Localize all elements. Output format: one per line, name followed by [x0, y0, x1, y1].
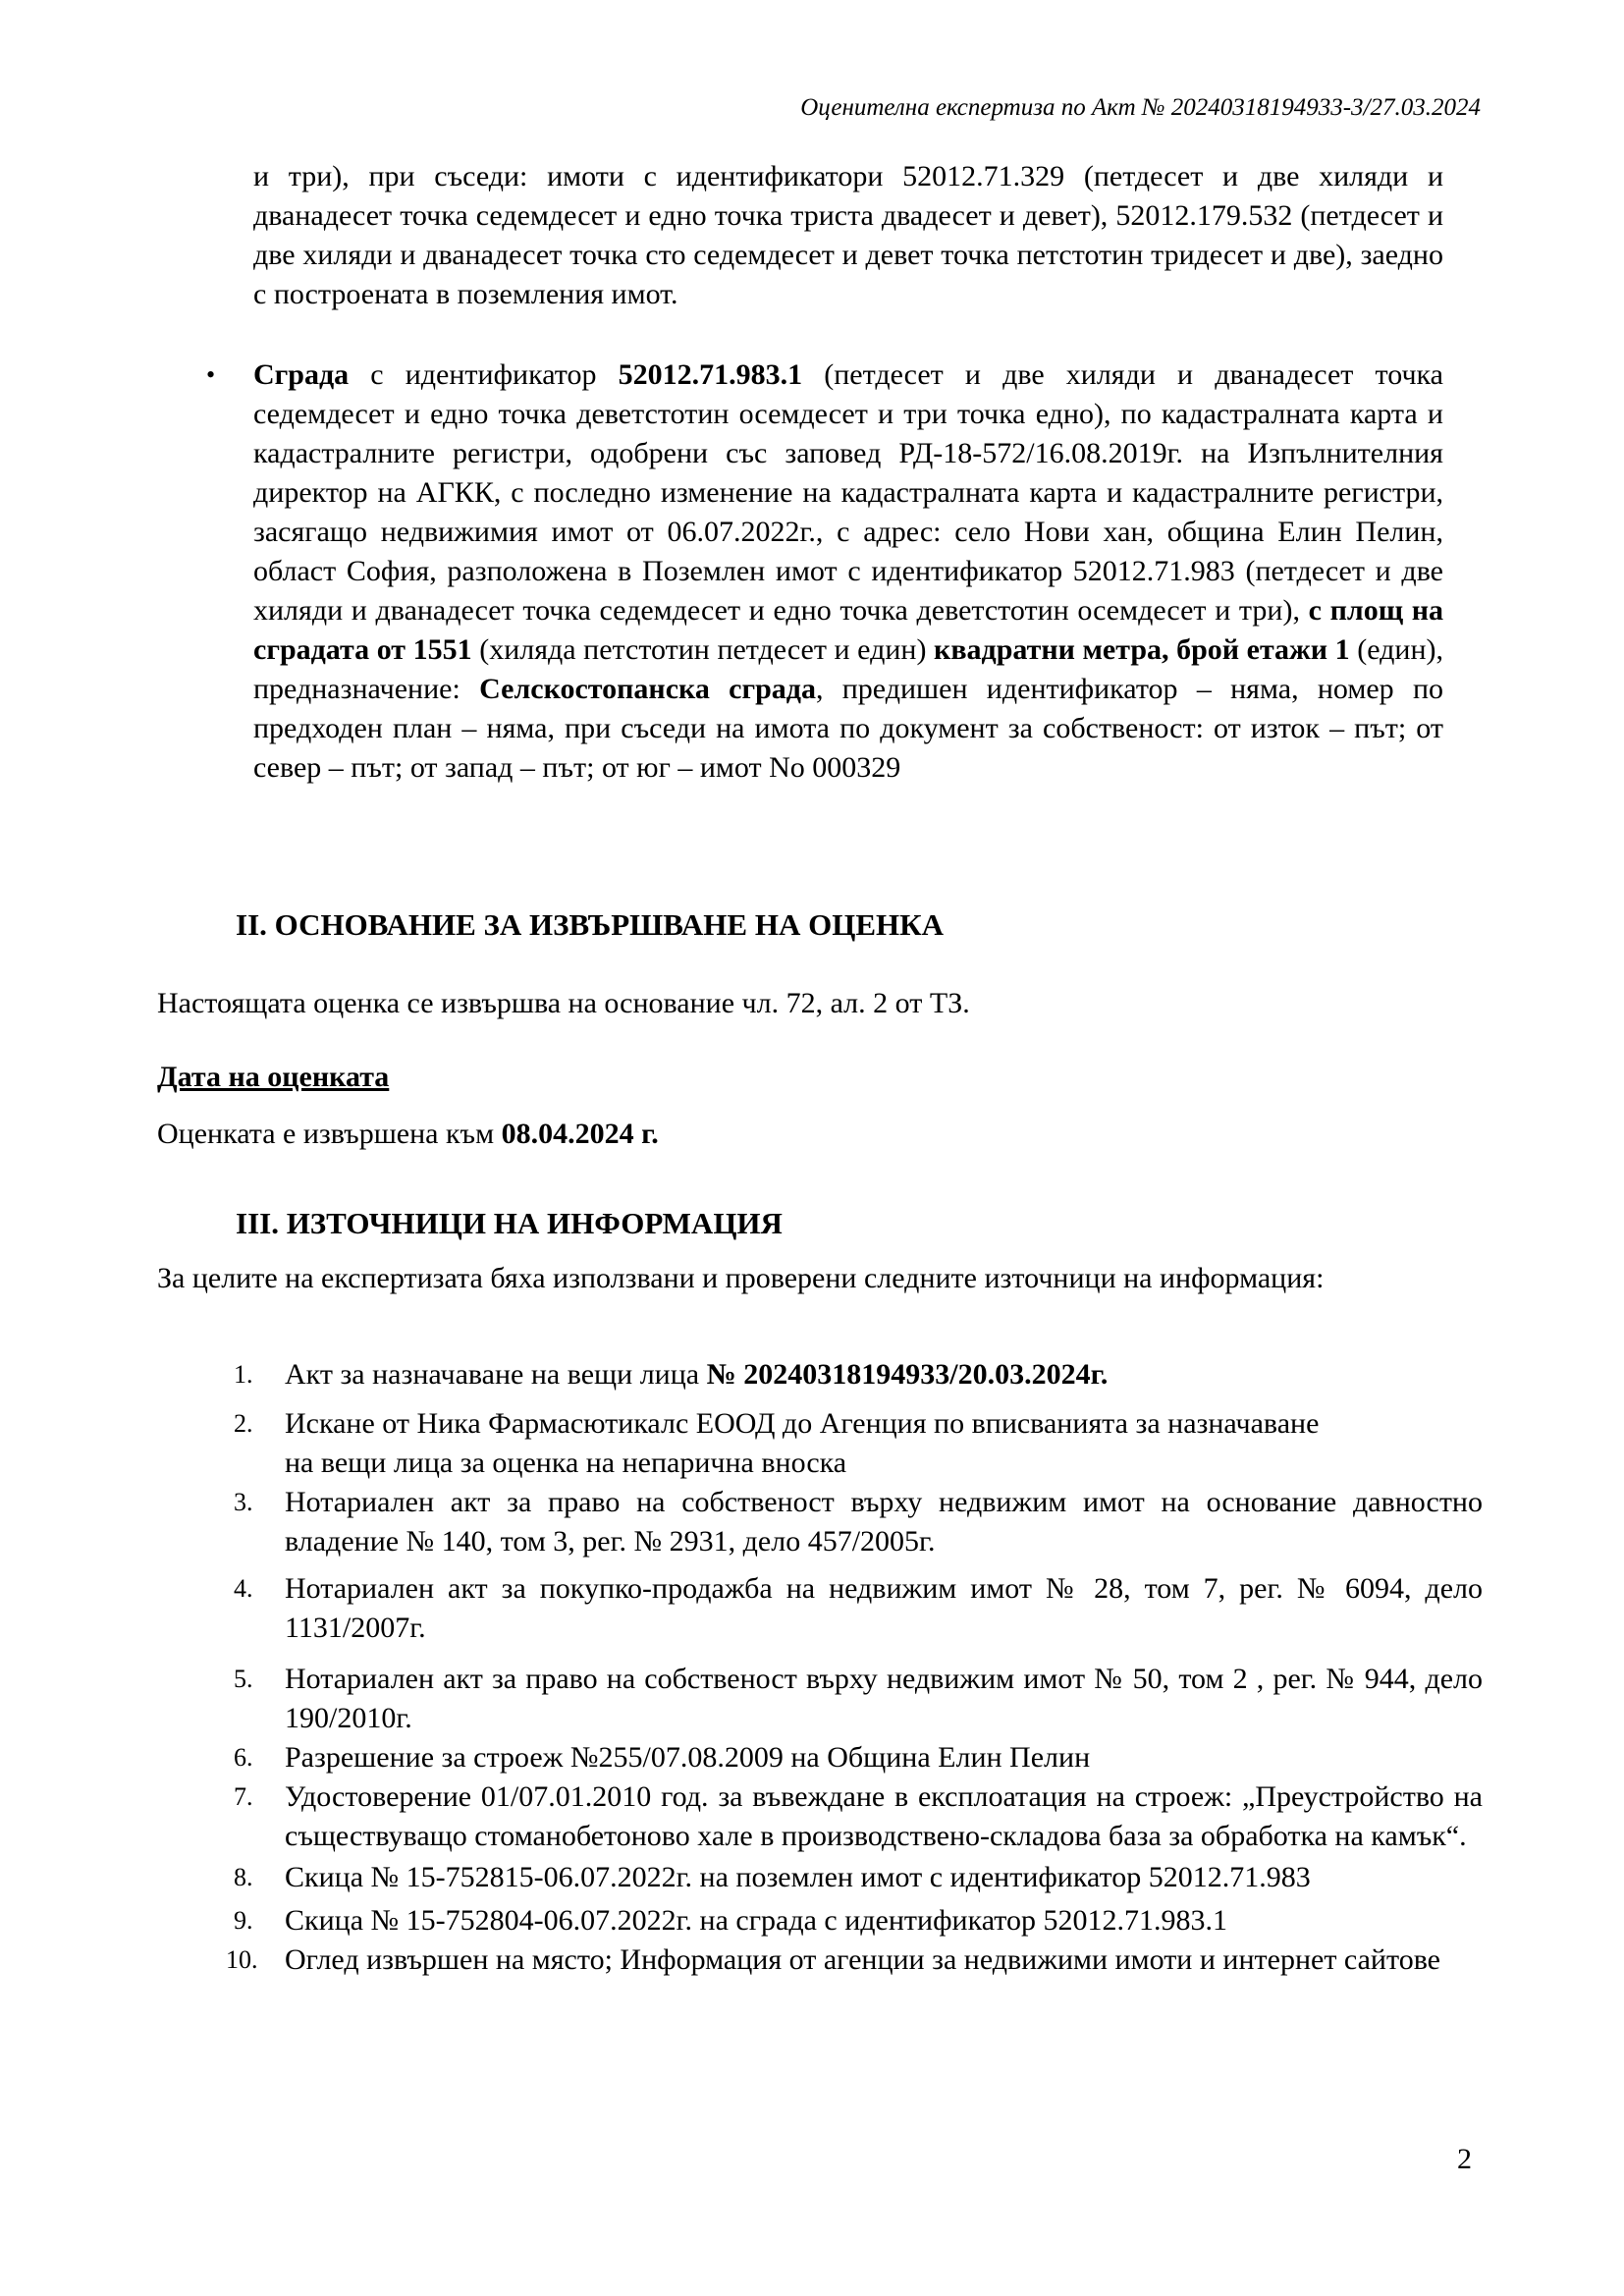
list-item [157, 1941, 1483, 1980]
text-run: , предишен идентификатор – няма, номер по предходен план – няма, при съседи на имота по документ за собственост: от изток – път; от север – път; от запад – път; от юг – имот No 000329 [253, 673, 1443, 784]
list-number: 4. [234, 1574, 253, 1603]
list-text: Разрешение за строеж №255/07.08.2009 на Община Елин Пелин [285, 1741, 1091, 1774]
valuation-date-paragraph [157, 1118, 659, 1151]
valuation-date-value: 08.04.2024 г. [501, 1118, 659, 1150]
list-item [157, 1569, 1483, 1648]
building-area: с площ на сградата от 1551 [253, 594, 1444, 666]
continuation-paragraph: и три), при съседи: имоти с идентификатори 52012.71.329 (петдесет и две хиляди и дванадесет точка седемдесет и едно точка триста двадесет и девет), 52012.179.532 (петдесет и две хиляди и дванадесет точка сто седемдесет и девет точка петстотин тридесет и две), заедно с построената в поземления имот. [253, 160, 1443, 310]
text-run: (хиляда петстотин петдесет и един) [471, 633, 935, 666]
building-purpose: Селскостопанска сграда [479, 673, 816, 705]
list-number: 3. [234, 1488, 253, 1516]
list-number: 7. [234, 1782, 253, 1811]
building-floors: квадратни метра, брой етажи 1 [934, 633, 1350, 666]
list-number: 2. [234, 1409, 253, 1438]
sources-list [157, 1355, 1483, 1980]
basis-paragraph: Настоящата оценка се извършва на основание чл. 72, ал. 2 от ТЗ. [157, 987, 970, 1019]
list-text: Скица № 15-752815-06.07.2022г. на поземлен имот с идентификатор 52012.71.983 [285, 1861, 1311, 1893]
list-number: 5. [234, 1665, 253, 1693]
list-item [157, 1738, 1483, 1777]
section-heading-basis: II. ОСНОВАНИЕ ЗА ИЗВЪРШВАНЕ НА ОЦЕНКА [236, 907, 944, 942]
list-item [157, 1777, 1483, 1856]
text-run: (петдесет и две хиляди и дванадесет точка седемдесет и едно точка деветстотин осемдесет и три точка едно), по кадастралната карта и кадастралните регистри, одобрени със заповед РД-18-572/16.08.2019г. на Изпълнителния директор на АГКК, с последно изменение на кадастралната карта и кадастралните регистри, засягащо недвижимия имот от 06.07.2022г., с адрес: село Нови хан, община Елин Пелин, област София, разположена в Поземлен имот с идентификатор 52012.71.983 (петдесет и две хиляди и дванадесет точка седемдесет и едно точка деветстотин осемдесет и три), [253, 358, 1443, 627]
list-number: 1. [234, 1360, 253, 1389]
list-text: Нотариален акт за право на собственост върху недвижим имот на основание давностно владение № 140, том 3, рег. № 2931, дело 457/2005г. [285, 1486, 1483, 1558]
list-text: Удостоверение 01/07.01.2010 год. за въвеждане в експлоатация на строеж: „Преустройство на съществуващо стоманобетоново хале в производствено-складова база за обработка на камък“. [285, 1780, 1483, 1852]
list-text: Искане от Ника Фармасютикалс ЕООД до Агенция по вписванията за назначаване на вещи лица за оценка на непарична вноска [285, 1407, 1320, 1479]
list-item [157, 1858, 1483, 1897]
bullet-marker: • [206, 360, 216, 389]
building-label: Сграда [253, 358, 350, 391]
list-item [157, 1404, 1483, 1483]
list-number: 8. [234, 1863, 253, 1891]
list-number: 9. [234, 1906, 253, 1935]
running-header: Оценителна експертиза по Акт № 20240318194933-3/27.03.2024 [800, 94, 1481, 121]
text-run: с идентификатор [349, 358, 619, 391]
text-run: (един), предназначение: [253, 633, 1444, 705]
text-run: Оценката е извършена към [157, 1118, 502, 1150]
list-text: Акт за назначаване на вещи лица [285, 1358, 707, 1391]
list-text: Нотариален акт за право на собственост върху недвижим имот № 50, том 2 , рег. № 944, дело 190/2010г. [285, 1663, 1483, 1734]
building-description [253, 355, 1443, 788]
list-number: 6. [234, 1743, 253, 1772]
list-text: Скица № 15-752804-06.07.2022г. на сграда с идентификатор 52012.71.983.1 [285, 1904, 1227, 1937]
list-item [157, 1660, 1483, 1738]
section-heading-sources: III. ИЗТОЧНИЦИ НА ИНФОРМАЦИЯ [236, 1206, 783, 1240]
page-number: 2 [1457, 2143, 1472, 2175]
act-number: № 20240318194933/20.03.2024г. [706, 1358, 1109, 1391]
list-number: 10. [226, 1945, 258, 1974]
building-identifier: 52012.71.983.1 [618, 358, 803, 391]
list-item [157, 1355, 1483, 1394]
list-item [157, 1901, 1483, 1941]
sources-intro: За целите на експертизата бяха използвани и проверени следните източници на информация: [157, 1262, 1325, 1294]
valuation-date-label: Дата на оценката [157, 1061, 390, 1093]
list-text: Нотариален акт за покупко-продажба на недвижим имот № 28, том 7, рег. № 6094, дело 1131/2007г. [285, 1572, 1483, 1644]
list-item [157, 1483, 1483, 1561]
list-text: Оглед извършен на място; Информация от агенции за недвижими имоти и интернет сайтове [285, 1943, 1441, 1976]
